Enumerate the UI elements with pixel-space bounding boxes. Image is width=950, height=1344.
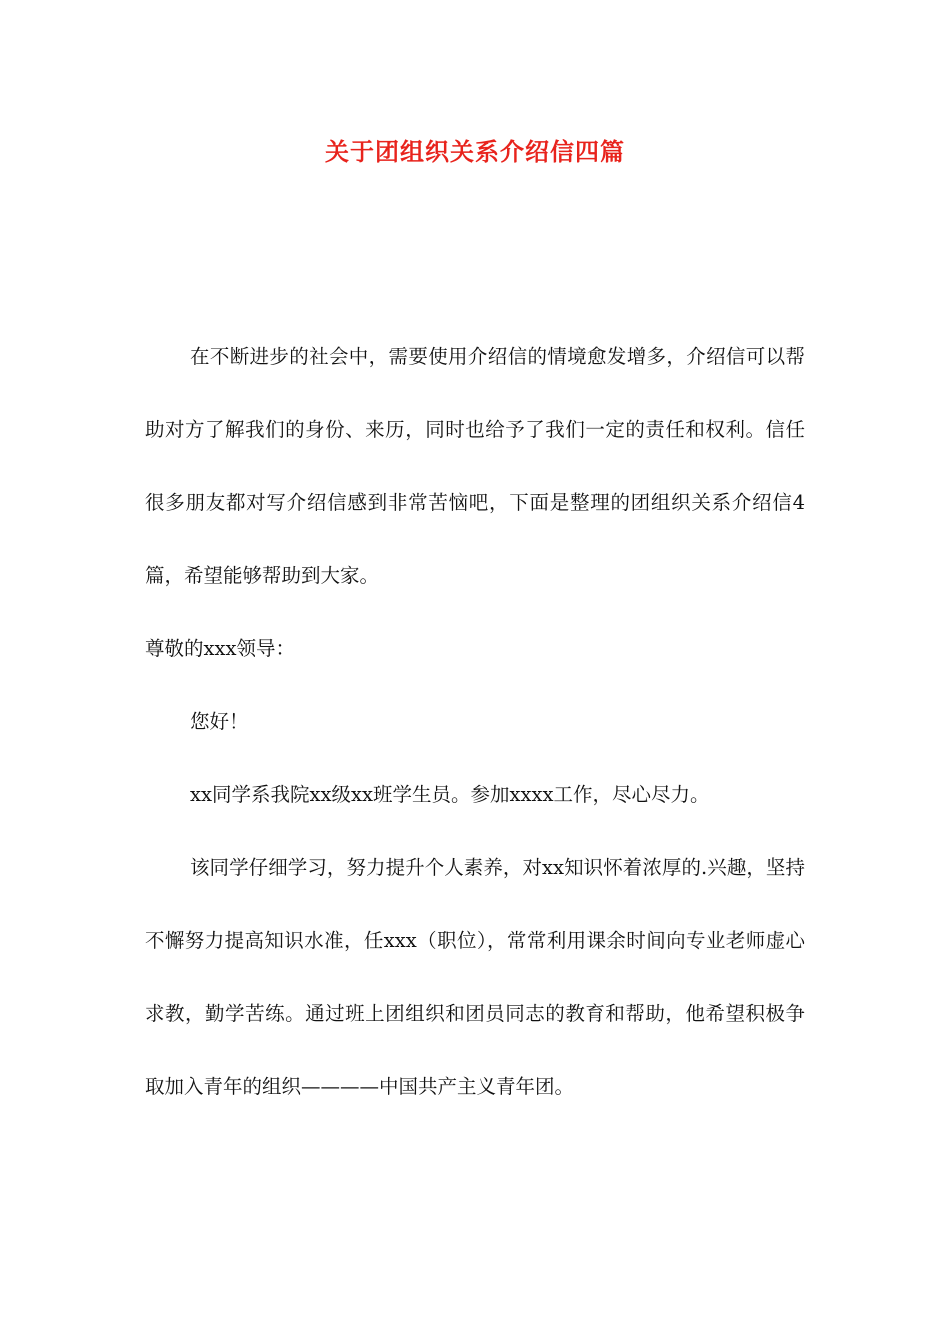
- document-body: [145, 320, 805, 1123]
- salutation: 尊敬的xxx领导：: [145, 637, 295, 660]
- greeting: 您好！: [190, 710, 249, 733]
- intro-paragraph: 在不断进步的社会中，需要使用介绍信的情境愈发增多，介绍信可以帮助对方了解我们的身份、来历，同时也给予了我们一定的责任和权利。信任很多朋友都对写介绍信感到非常苦恼吧，下面是整理的团组织关系介绍信4篇，希望能够帮助到大家。: [145, 345, 805, 587]
- student-detail-paragraph: 该同学仔细学习，努力提升个人素养，对xx知识怀着浓厚的.兴趣，坚持不懈努力提高知识水准，任xxx（职位），常常利用课余时间向专业老师虚心求教，勤学苦练。通过班上团组织和团员同志的教育和帮助，他希望积极争取加入青年的组织————中国共产主义青年团。: [145, 856, 805, 1098]
- document-title: 关于团组织关系介绍信四篇: [325, 137, 625, 166]
- student-intro-paragraph: xx同学系我院xx级xx班学生员。参加xxxx工作，尽心尽力。: [190, 783, 710, 806]
